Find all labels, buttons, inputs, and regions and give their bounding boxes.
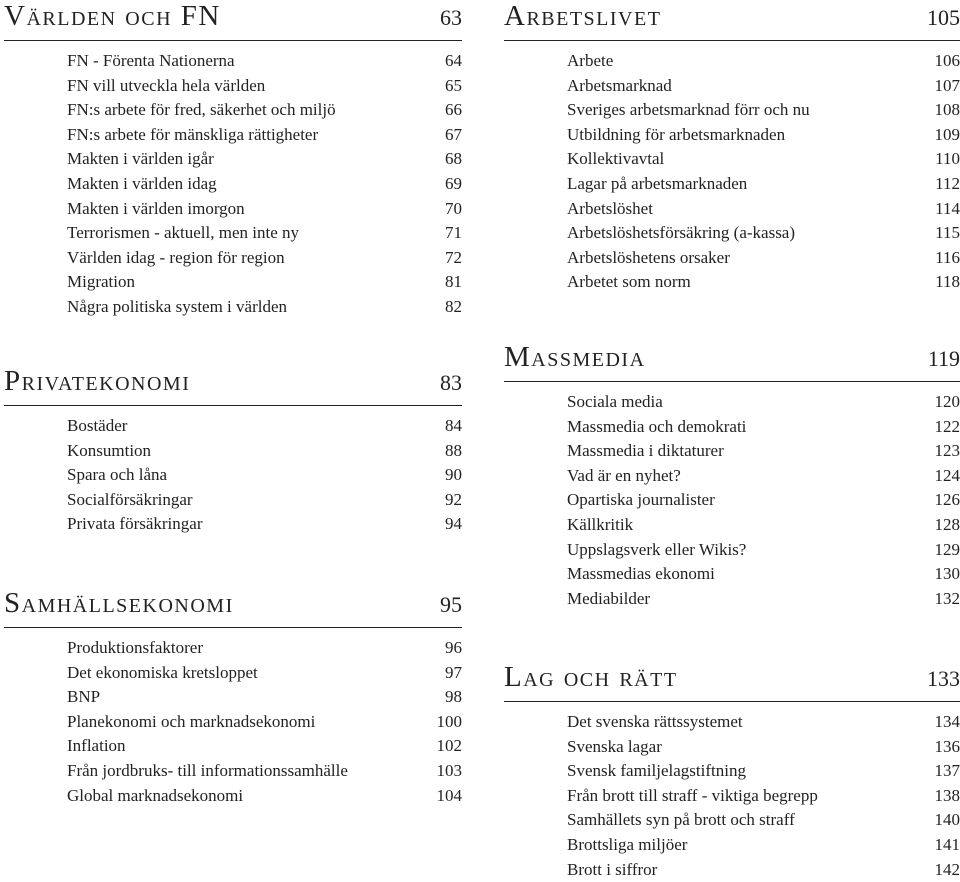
toc-entry-label: Lagar på arbetsmarknaden [567, 172, 747, 197]
toc-entry-label: Källkritik [567, 513, 633, 538]
toc-entry-page: 140 [935, 808, 960, 833]
toc-entry[interactable] [67, 147, 462, 172]
toc-entry[interactable] [567, 833, 960, 858]
toc-entry-page: 104 [437, 784, 463, 809]
section-massmedia [504, 341, 960, 611]
toc-entry[interactable] [567, 98, 960, 123]
toc-entry-label: Mediabilder [567, 587, 650, 612]
toc-entry-page: 128 [935, 513, 960, 538]
toc-entry-label: FN - Förenta Nationerna [67, 49, 235, 74]
toc-entry[interactable] [67, 734, 462, 759]
toc-entry-label: Massmedias ekonomi [567, 562, 715, 587]
toc-entry-label: Samhällets syn på brott och straff [567, 808, 795, 833]
toc-entry[interactable] [67, 246, 462, 271]
toc-entry[interactable] [67, 74, 462, 99]
toc-entry-label: Massmedia i diktaturer [567, 439, 724, 464]
toc-entry[interactable] [567, 415, 960, 440]
toc-entry-page: 122 [935, 415, 960, 440]
toc-entry-page: 82 [445, 295, 462, 320]
toc-entry-label: Vad är en nyhet? [567, 464, 681, 489]
toc-entry-page: 98 [445, 685, 462, 710]
toc-entry[interactable] [567, 439, 960, 464]
toc-entry-page: 123 [935, 439, 960, 464]
toc-entry[interactable] [67, 414, 462, 439]
toc-entry[interactable] [567, 858, 960, 882]
toc-entry-label: Kollektivavtal [567, 147, 664, 172]
section-privatekonomi [4, 365, 462, 537]
toc-entry-page: 115 [935, 221, 960, 246]
toc-entry-page: 109 [935, 123, 960, 148]
toc-entry-page: 88 [445, 439, 462, 464]
toc-entry[interactable] [567, 390, 960, 415]
toc-entry-label: Global marknadsekonomi [67, 784, 243, 809]
toc-entry[interactable] [67, 221, 462, 246]
section-page-number: 83 [440, 367, 462, 399]
toc-entry-label: Massmedia och demokrati [567, 415, 746, 440]
toc-entry[interactable] [67, 488, 462, 513]
toc-entry-page: 129 [935, 538, 960, 563]
toc-list [67, 49, 462, 320]
toc-entry-label: FN vill utveckla hela världen [67, 74, 265, 99]
toc-entry-label: Spara och låna [67, 463, 167, 488]
toc-entry[interactable] [567, 710, 960, 735]
toc-entry[interactable] [567, 784, 960, 809]
toc-entry-page: 141 [935, 833, 960, 858]
toc-entry[interactable] [567, 488, 960, 513]
toc-entry-label: Inflation [67, 734, 126, 759]
toc-entry-label: Konsumtion [67, 439, 151, 464]
toc-entry-page: 66 [445, 98, 462, 123]
toc-entry-label: Svensk familjelagstiftning [567, 759, 746, 784]
section-title: Massmedia [504, 341, 646, 373]
toc-entry-label: Migration [67, 270, 135, 295]
toc-entry[interactable] [567, 538, 960, 563]
toc-entry[interactable] [567, 808, 960, 833]
toc-entry-page: 90 [445, 463, 462, 488]
toc-entry-label: Terrorismen - aktuell, men inte ny [67, 221, 299, 246]
toc-entry[interactable] [67, 439, 462, 464]
toc-entry-page: 94 [445, 512, 462, 537]
toc-entry[interactable] [67, 49, 462, 74]
section-page-number: 105 [927, 2, 960, 34]
toc-entry-label: FN:s arbete för fred, säkerhet och miljö [67, 98, 336, 123]
toc-entry-label: Arbetslöshetsförsäkring (a-kassa) [567, 221, 795, 246]
section-title: Arbetslivet [504, 0, 661, 32]
toc-entry-page: 118 [935, 270, 960, 295]
toc-entry-label: Socialförsäkringar [67, 488, 193, 513]
toc-entry-page: 69 [445, 172, 462, 197]
toc-entry-page: 132 [935, 587, 960, 612]
section-varlden-och-fn [4, 0, 462, 320]
toc-entry[interactable] [567, 74, 960, 99]
toc-entry-page: 134 [935, 710, 960, 735]
section-heading [504, 661, 960, 702]
toc-entry-page: 81 [445, 270, 462, 295]
section-page-number: 133 [927, 663, 960, 695]
toc-entry-label: Arbetslöshet [567, 197, 653, 222]
toc-entry-page: 112 [935, 172, 960, 197]
toc-entry-label: Sociala media [567, 390, 663, 415]
toc-entry-page: 71 [445, 221, 462, 246]
toc-entry-label: Makten i världen imorgon [67, 197, 245, 222]
toc-entry[interactable] [67, 123, 462, 148]
toc-entry[interactable] [567, 464, 960, 489]
toc-entry-page: 65 [445, 74, 462, 99]
toc-entry[interactable] [67, 512, 462, 537]
toc-entry-page: 120 [935, 390, 960, 415]
toc-entry-page: 72 [445, 246, 462, 271]
section-title: Världen och FN [4, 0, 221, 32]
toc-entry-label: FN:s arbete för mänskliga rättigheter [67, 123, 318, 148]
toc-entry-label: Arbetet som norm [567, 270, 691, 295]
toc-entry-page: 100 [437, 710, 463, 735]
toc-entry-page: 107 [935, 74, 960, 99]
toc-entry-label: Planekonomi och marknadsekonomi [67, 710, 315, 735]
toc-entry[interactable] [567, 270, 960, 295]
section-page-number: 95 [440, 589, 462, 621]
section-title: Lag och rätt [504, 661, 678, 693]
toc-entry[interactable] [67, 197, 462, 222]
section-heading [4, 365, 462, 406]
section-page-number: 63 [440, 2, 462, 34]
toc-entry[interactable] [67, 295, 462, 320]
toc-entry-page: 126 [935, 488, 960, 513]
toc-entry[interactable] [67, 270, 462, 295]
section-title: Privatekonomi [4, 365, 190, 397]
section-page-number: 119 [928, 343, 960, 375]
toc-entry-page: 103 [437, 759, 463, 784]
toc-entry-page: 67 [445, 123, 462, 148]
toc-entry[interactable] [567, 172, 960, 197]
toc-entry-page: 124 [935, 464, 960, 489]
toc-entry-label: BNP [67, 685, 100, 710]
toc-entry-page: 64 [445, 49, 462, 74]
toc-list [567, 390, 960, 611]
toc-entry-page: 92 [445, 488, 462, 513]
section-samhallsekonomi [4, 587, 462, 808]
toc-entry[interactable] [567, 759, 960, 784]
toc-entry[interactable] [67, 661, 462, 686]
toc-list [67, 636, 462, 808]
section-heading [504, 0, 960, 41]
toc-entry-label: Världen idag - region för region [67, 246, 285, 271]
toc-entry-page: 106 [935, 49, 960, 74]
toc-entry-label: Makten i världen igår [67, 147, 214, 172]
toc-entry-label: Sveriges arbetsmarknad förr och nu [567, 98, 810, 123]
toc-entry[interactable] [567, 587, 960, 612]
section-arbetslivet [504, 0, 960, 295]
toc-entry-label: Brottsliga miljöer [567, 833, 687, 858]
toc-entry[interactable] [67, 636, 462, 661]
toc-entry[interactable] [67, 98, 462, 123]
toc-entry-label: Uppslagsverk eller Wikis? [567, 538, 746, 563]
toc-entry-label: Arbetslöshetens orsaker [567, 246, 730, 271]
toc-entry-label: Några politiska system i världen [67, 295, 287, 320]
toc-entry[interactable] [67, 685, 462, 710]
section-title: Samhällsekonomi [4, 587, 234, 619]
toc-entry[interactable] [567, 221, 960, 246]
toc-entry-label: Utbildning för arbetsmarknaden [567, 123, 785, 148]
toc-entry-label: Opartiska journalister [567, 488, 715, 513]
toc-entry[interactable] [67, 463, 462, 488]
toc-entry-page: 114 [935, 197, 960, 222]
section-lag-och-ratt [504, 661, 960, 882]
toc-entry-page: 96 [445, 636, 462, 661]
toc-list [567, 49, 960, 295]
toc-entry-page: 102 [437, 734, 463, 759]
toc-entry-label: Det svenska rättssystemet [567, 710, 743, 735]
toc-entry[interactable] [567, 735, 960, 760]
toc-list [67, 414, 462, 537]
toc-entry[interactable] [567, 197, 960, 222]
toc-entry-page: 70 [445, 197, 462, 222]
toc-entry-page: 136 [935, 735, 960, 760]
toc-entry[interactable] [67, 784, 462, 809]
toc-entry-page: 84 [445, 414, 462, 439]
toc-entry-page: 138 [935, 784, 960, 809]
toc-entry-page: 130 [935, 562, 960, 587]
toc-list [567, 710, 960, 882]
toc-entry-label: Produktionsfaktorer [67, 636, 203, 661]
toc-entry-page: 97 [445, 661, 462, 686]
toc-entry-label: Arbetsmarknad [567, 74, 672, 99]
toc-entry[interactable] [67, 710, 462, 735]
toc-entry[interactable] [567, 49, 960, 74]
toc-entry[interactable] [567, 123, 960, 148]
section-heading [504, 341, 960, 382]
toc-entry-label: Privata försäkringar [67, 512, 202, 537]
toc-entry-label: Svenska lagar [567, 735, 662, 760]
toc-entry-label: Från brott till straff - viktiga begrepp [567, 784, 818, 809]
toc-entry[interactable] [567, 562, 960, 587]
toc-entry-page: 116 [935, 246, 960, 271]
toc-entry-page: 110 [935, 147, 960, 172]
toc-entry-page: 108 [935, 98, 960, 123]
toc-entry[interactable] [567, 513, 960, 538]
toc-entry-page: 137 [935, 759, 960, 784]
toc-entry-label: Brott i siffror [567, 858, 657, 882]
toc-entry-label: Från jordbruks- till informationssamhälle [67, 759, 348, 784]
section-heading [4, 0, 462, 41]
toc-entry-label: Arbete [567, 49, 613, 74]
toc-entry[interactable] [67, 759, 462, 784]
section-heading [4, 587, 462, 628]
toc-entry-label: Makten i världen idag [67, 172, 217, 197]
toc-entry-label: Det ekonomiska kretsloppet [67, 661, 258, 686]
toc-entry-page: 68 [445, 147, 462, 172]
toc-entry-page: 142 [935, 858, 960, 882]
toc-entry[interactable] [567, 246, 960, 271]
toc-entry-label: Bostäder [67, 414, 127, 439]
toc-entry[interactable] [567, 147, 960, 172]
toc-entry[interactable] [67, 172, 462, 197]
